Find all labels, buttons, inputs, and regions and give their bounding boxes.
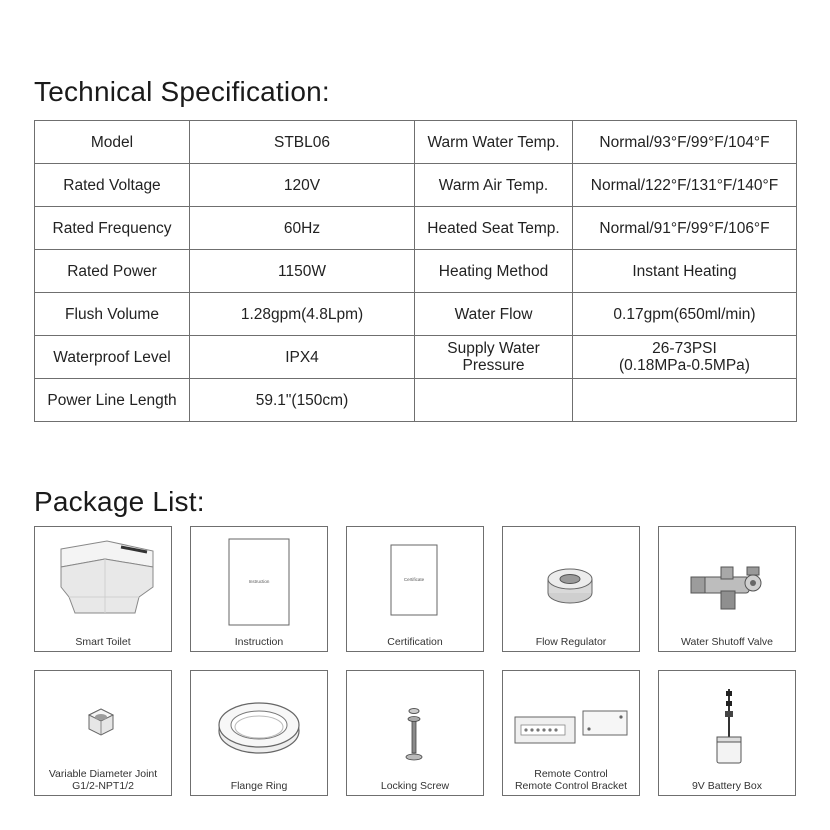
package-item-label: Flange Ring xyxy=(230,780,288,792)
spec-value-line2: (0.18MPa-0.5MPa) xyxy=(619,357,750,374)
spec-value xyxy=(573,336,797,379)
spec-label: Power Line Length xyxy=(35,379,190,422)
package-item-flow-regulator xyxy=(502,526,640,652)
spec-label-line1: Supply Water xyxy=(447,340,540,357)
spec-value: 1.28gpm(4.8Lpm) xyxy=(190,293,415,336)
spec-label: Waterproof Level xyxy=(35,336,190,379)
spec-value: 0.17gpm(650ml/min) xyxy=(573,293,797,336)
spec-value: Instant Heating xyxy=(573,250,797,293)
table-row xyxy=(35,293,797,336)
package-grid xyxy=(34,526,798,798)
package-item-flange-ring xyxy=(190,670,328,796)
package-item-instruction xyxy=(190,526,328,652)
table-row xyxy=(35,207,797,250)
instruction-booklet-icon xyxy=(191,527,326,627)
spec-label: Heating Method xyxy=(415,250,573,293)
spec-label xyxy=(415,336,573,379)
spec-label: Warm Air Temp. xyxy=(415,164,573,207)
spec-label: Water Flow xyxy=(415,293,573,336)
spec-value: IPX4 xyxy=(190,336,415,379)
spec-label: Warm Water Temp. xyxy=(415,121,573,164)
smart-toilet-icon xyxy=(35,527,170,627)
battery-box-icon xyxy=(659,671,794,771)
table-row xyxy=(35,336,797,379)
spec-value: Normal/93°F/99°F/104°F xyxy=(573,121,797,164)
package-item-sublabel: Remote Control Bracket xyxy=(514,780,628,792)
spec-label-line2: Pressure xyxy=(462,357,525,374)
table-row xyxy=(35,379,797,422)
spec-empty-cell xyxy=(573,379,797,422)
package-item-label: Instruction xyxy=(234,636,284,648)
flange-ring-icon xyxy=(191,671,326,771)
package-item-diameter-joint xyxy=(34,670,172,796)
package-item-label: 9V Battery Box xyxy=(691,780,763,792)
package-item-locking-screw xyxy=(346,670,484,796)
booklet-print: Certificate xyxy=(403,577,425,582)
spec-value: 120V xyxy=(190,164,415,207)
package-item-label: Smart Toilet xyxy=(75,636,131,648)
package-item-label: Water Shutoff Valve xyxy=(680,636,774,648)
package-item-label: Flow Regulator xyxy=(535,636,607,648)
spec-value-line1: 26-73PSI xyxy=(652,340,717,357)
spec-label: Rated Frequency xyxy=(35,207,190,250)
remote-control-icon xyxy=(503,671,638,771)
table-row xyxy=(35,121,797,164)
package-item-label: Certification xyxy=(387,636,443,648)
spec-label: Rated Power xyxy=(35,250,190,293)
spec-value: Normal/91°F/99°F/106°F xyxy=(573,207,797,250)
diameter-joint-icon xyxy=(35,671,170,771)
spec-value: STBL06 xyxy=(190,121,415,164)
package-item-remote-control xyxy=(502,670,640,796)
package-item-smart-toilet xyxy=(34,526,172,652)
package-title: Package List: xyxy=(34,486,205,517)
spec-value: Normal/122°F/131°F/140°F xyxy=(573,164,797,207)
package-item-sublabel: G1/2-NPT1/2 xyxy=(72,780,134,792)
spec-empty-cell xyxy=(415,379,573,422)
package-item-label-wrap xyxy=(503,768,639,792)
package-item-label: Remote Control xyxy=(534,768,608,780)
spec-label: Heated Seat Temp. xyxy=(415,207,573,250)
table-row xyxy=(35,164,797,207)
table-row xyxy=(35,250,797,293)
spec-value: 1150W xyxy=(190,250,415,293)
package-item-label: Variable Diameter Joint xyxy=(48,768,158,780)
spec-title: Technical Specification: xyxy=(34,76,330,107)
shutoff-valve-icon xyxy=(659,527,794,627)
flow-regulator-icon xyxy=(503,527,638,627)
booklet-print: Instruction xyxy=(248,579,270,584)
spec-value: 60Hz xyxy=(190,207,415,250)
spec-label: Rated Voltage xyxy=(35,164,190,207)
spec-table xyxy=(34,120,797,422)
locking-screw-icon xyxy=(347,671,482,771)
package-item-label: Locking Screw xyxy=(380,780,450,792)
spec-value: 59.1"(150cm) xyxy=(190,379,415,422)
certification-booklet-icon xyxy=(347,527,482,627)
spec-label: Flush Volume xyxy=(35,293,190,336)
package-item-shutoff-valve xyxy=(658,526,796,652)
spec-label: Model xyxy=(35,121,190,164)
package-item-battery-box xyxy=(658,670,796,796)
package-item-label-wrap xyxy=(35,768,171,792)
package-item-certification xyxy=(346,526,484,652)
